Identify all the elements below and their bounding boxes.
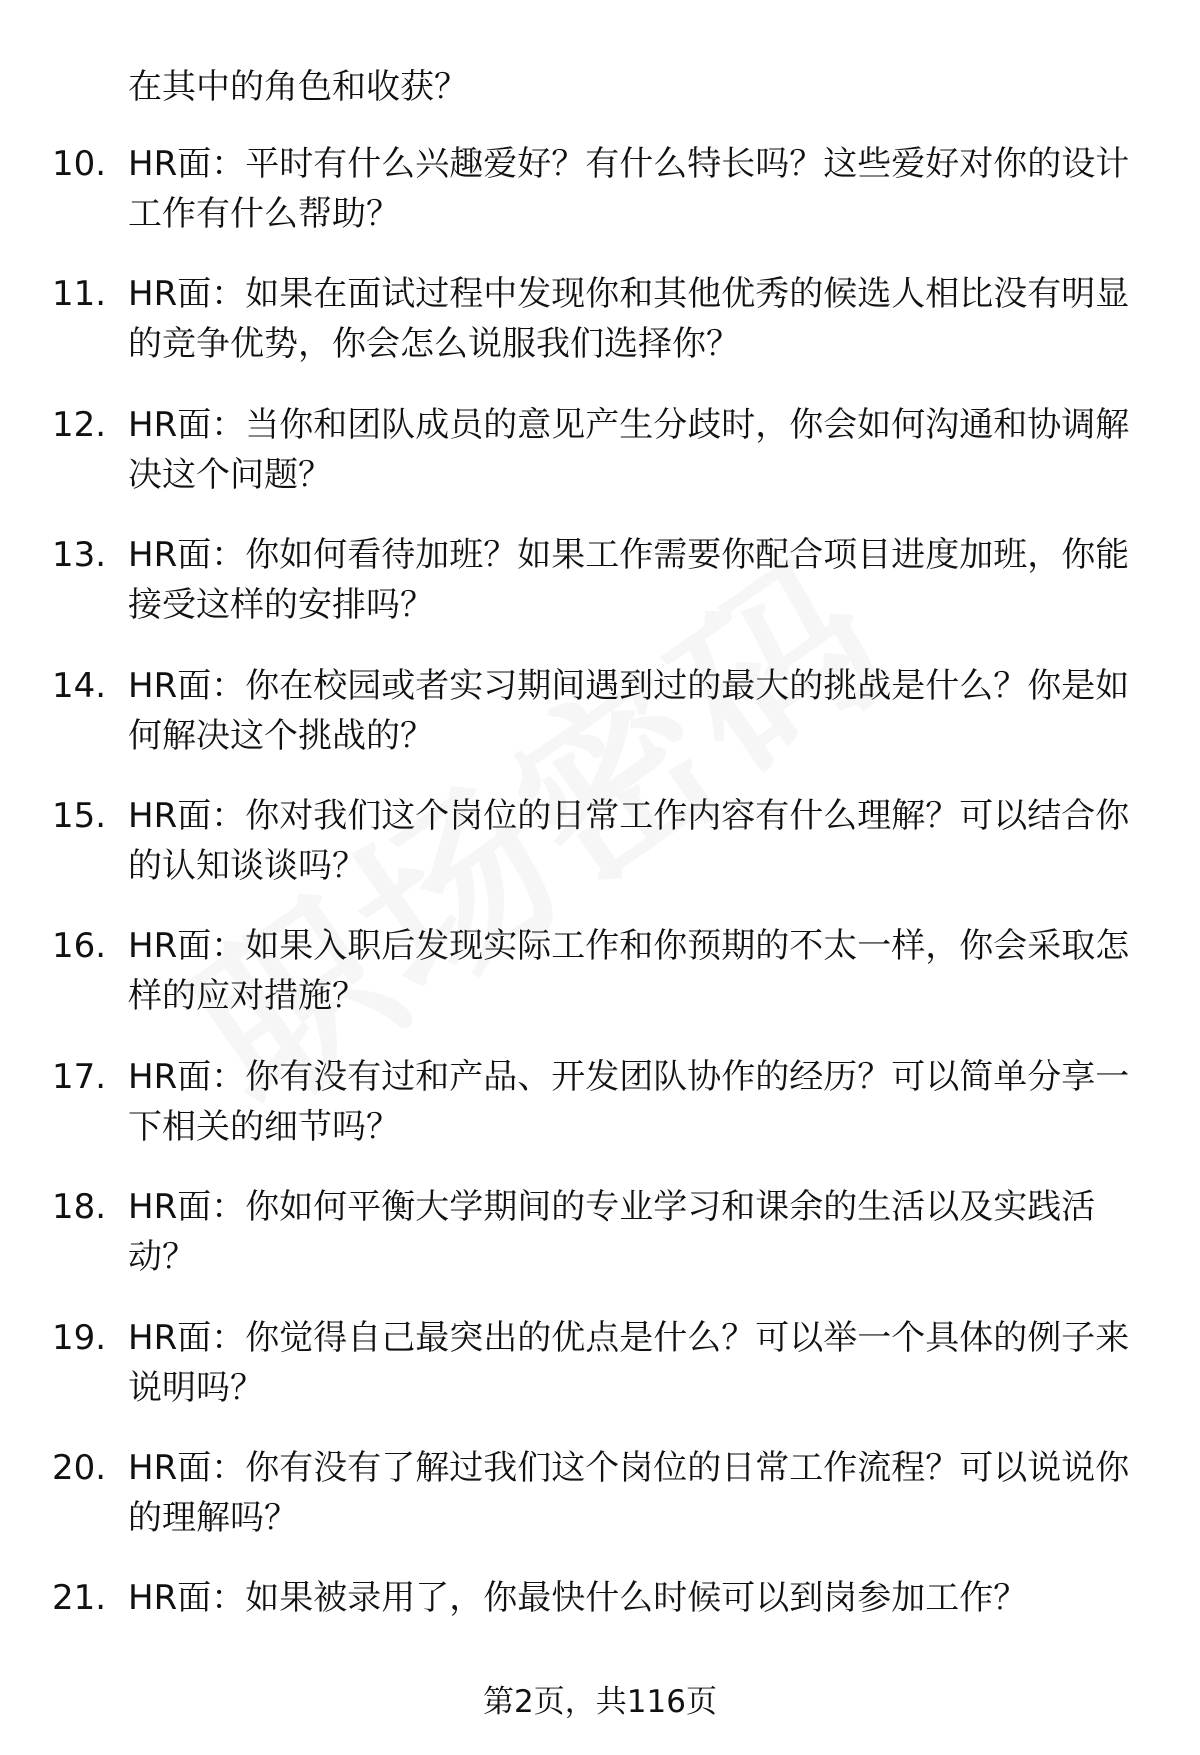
question-text: HR面：你觉得自己最突出的优点是什么？可以举一个具体的例子来说明吗？ bbox=[128, 1317, 1130, 1408]
question-text: HR面：你对我们这个岗位的日常工作内容有什么理解？可以结合你的认知谈谈吗？ bbox=[128, 795, 1130, 886]
question-item bbox=[0, 791, 1200, 921]
question-number: 21. bbox=[52, 1578, 107, 1619]
question-text: HR面：当你和团队成员的意见产生分歧时，你会如何沟通和协调解决这个问题？ bbox=[128, 404, 1130, 495]
question-number: 11. bbox=[52, 274, 107, 315]
question-item bbox=[0, 1182, 1200, 1312]
question-number: 14. bbox=[52, 665, 107, 706]
question-item bbox=[0, 1443, 1200, 1573]
question-item bbox=[0, 400, 1200, 530]
question-text: HR面：你有没有过和产品、开发团队协作的经历？可以简单分享一下相关的细节吗？ bbox=[128, 1056, 1130, 1147]
question-item bbox=[0, 269, 1200, 399]
question-text: HR面：你如何平衡大学期间的专业学习和课余的生活以及实践活动？ bbox=[128, 1187, 1096, 1278]
question-number: 18. bbox=[52, 1187, 107, 1228]
question-item bbox=[0, 1052, 1200, 1182]
question-text: HR面：如果入职后发现实际工作和你预期的不太一样，你会采取怎样的应对措施？ bbox=[128, 926, 1130, 1017]
question-number: 15. bbox=[52, 795, 107, 836]
question-number: 17. bbox=[52, 1056, 107, 1097]
question-item bbox=[0, 1313, 1200, 1443]
question-text: HR面：如果被录用了，你最快什么时候可以到岗参加工作？ bbox=[128, 1578, 1028, 1619]
question-item bbox=[0, 530, 1200, 660]
question-text: HR面：你如何看待加班？如果工作需要你配合项目进度加班，你能接受这样的安排吗？ bbox=[128, 535, 1130, 626]
question-list bbox=[0, 139, 1200, 1704]
question-text: HR面：平时有什么兴趣爱好？有什么特长吗？这些爱好对你的设计工作有什么帮助？ bbox=[128, 144, 1130, 234]
question-item bbox=[0, 661, 1200, 791]
question-number: 12. bbox=[52, 404, 107, 445]
continuation-text: 在其中的角色和收获？ bbox=[128, 67, 468, 107]
question-text: HR面：你在校园或者实习期间遇到过的最大的挑战是什么？你是如何解决这个挑战的？ bbox=[128, 665, 1130, 756]
question-number: 10. bbox=[52, 144, 107, 184]
question-item bbox=[0, 921, 1200, 1051]
question-item bbox=[0, 139, 1200, 269]
question-number: 13. bbox=[52, 535, 107, 576]
question-number: 19. bbox=[52, 1317, 107, 1358]
question-text: HR面：如果在面试过程中发现你和其他优秀的候选人相比没有明显的竞争优势，你会怎么说服我们选择你？ bbox=[128, 274, 1130, 365]
question-text: HR面：你有没有了解过我们这个岗位的日常工作流程？可以说说你的理解吗？ bbox=[128, 1447, 1130, 1538]
question-number: 20. bbox=[52, 1447, 107, 1488]
page-footer: 第2页，共116页 bbox=[483, 1684, 717, 1720]
question-number: 16. bbox=[52, 926, 107, 967]
